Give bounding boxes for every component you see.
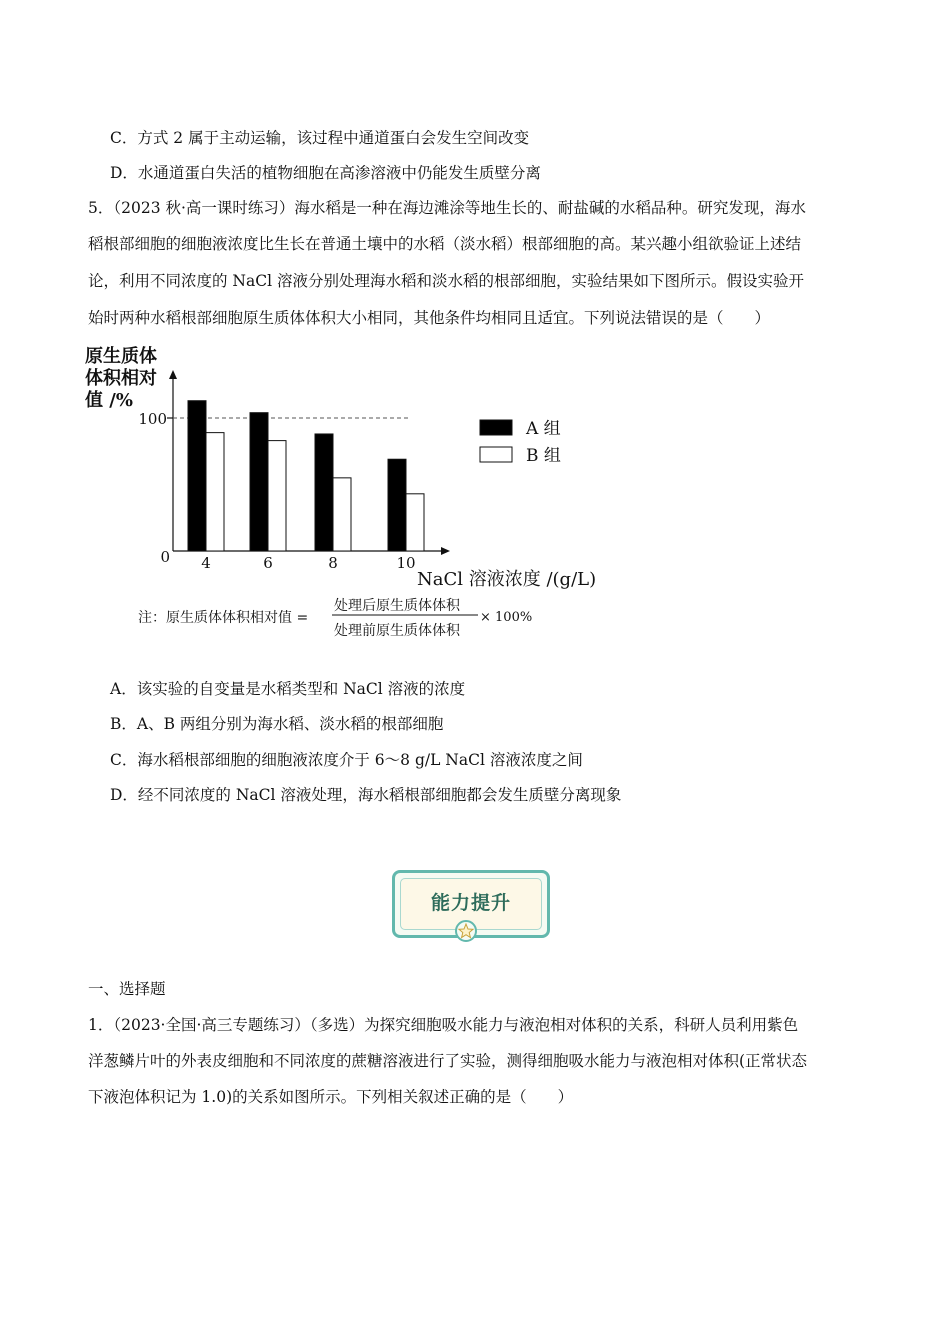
ability-badge bbox=[388, 866, 550, 944]
question-5-line-4: 始时两种水稻根部细胞原生质体体积大小相同，其他条件均相同且适宜。下列说法错误的是（ ） bbox=[88, 309, 771, 327]
note-numerator: 处理后原生质体体积 bbox=[334, 598, 460, 614]
bar-a-6 bbox=[250, 413, 268, 551]
legend-swatch bbox=[480, 447, 512, 462]
bar-b-6 bbox=[268, 441, 286, 551]
x-tick-label: 4 bbox=[201, 554, 211, 572]
option-b: B．A、B 两组分别为海水稻、淡水稻的根部细胞 bbox=[110, 715, 444, 733]
bar-a-4 bbox=[188, 401, 206, 551]
star-icon bbox=[452, 920, 480, 942]
x-tick-label: 10 bbox=[396, 554, 416, 572]
y-axis-label-line: 值 /% bbox=[85, 390, 133, 411]
y-axis-label bbox=[84, 345, 157, 411]
note-prefix: 注：原生质体体积相对值 = bbox=[138, 610, 309, 626]
x-axis-label: NaCl 溶液浓度 /(g/L) bbox=[417, 569, 597, 590]
legend-swatch bbox=[480, 420, 512, 435]
chart-bars bbox=[188, 401, 424, 551]
x-axis-arrow bbox=[441, 547, 450, 555]
option-a: A．该实验的自变量是水稻类型和 NaCl 溶液的浓度 bbox=[110, 680, 466, 698]
option-c-previous: C．方式 2 属于主动运输，该过程中通道蛋白会发生空间改变 bbox=[110, 129, 530, 147]
option-c: C．海水稻根部细胞的细胞液浓度介于 6～8 g/L NaCl 溶液浓度之间 bbox=[110, 751, 583, 769]
x-tick-label: 6 bbox=[263, 554, 273, 572]
y-tick-label: 0 bbox=[160, 548, 170, 566]
chart-note bbox=[138, 597, 532, 639]
y-axis-label-line: 原生质体 bbox=[85, 346, 157, 367]
question-1-line-3: 下液泡体积记为 1.0)的关系如图所示。下列相关叙述正确的是（ ） bbox=[88, 1088, 574, 1106]
question-5-line-3: 论，利用不同浓度的 NaCl 溶液分别处理海水稻和淡水稻的根部细胞，实验结果如下图所示。假设实验开 bbox=[88, 272, 804, 290]
question-5-line-1: 5．（2023 秋·高一课时练习）海水稻是一种在海边滩涂等地生长的、耐盐碱的水稻品种。研究发现，海水 bbox=[88, 199, 806, 217]
y-axis-label-line: 体积相对 bbox=[85, 368, 157, 389]
bar-a-8 bbox=[315, 434, 333, 551]
bar-chart bbox=[80, 340, 640, 640]
bar-b-4 bbox=[206, 433, 224, 551]
chart-legend bbox=[480, 419, 561, 466]
section-heading: 一、选择题 bbox=[88, 980, 166, 998]
x-tick-label: 8 bbox=[328, 554, 338, 572]
question-5-line-2: 稻根部细胞的细胞液浓度比生长在普通土壤中的水稻（淡水稻）根部细胞的高。某兴趣小组欲验证上述结 bbox=[88, 235, 802, 253]
legend-label: A 组 bbox=[526, 419, 561, 439]
note-suffix: × 100% bbox=[480, 610, 533, 625]
bar-a-10 bbox=[388, 459, 406, 551]
note-denominator: 处理前原生质体体积 bbox=[334, 623, 460, 639]
bar-b-8 bbox=[333, 478, 351, 551]
bar-b-10 bbox=[406, 494, 424, 551]
badge-label: 能力提升 bbox=[430, 892, 511, 914]
legend-label: B 组 bbox=[526, 446, 561, 466]
question-1-line-1: 1．（2023·全国·高三专题练习）（多选）为探究细胞吸水能力与液泡相对体积的关系，科研人员利用紫色 bbox=[88, 1016, 799, 1034]
y-tick-label: 100 bbox=[138, 410, 167, 428]
y-axis-arrow bbox=[169, 370, 177, 379]
question-1-line-2: 洋葱鳞片叶的外表皮细胞和不同浓度的蔗糖溶液进行了实验，测得细胞吸水能力与液泡相对体积(正常状态 bbox=[88, 1052, 808, 1070]
option-d-previous: D．水通道蛋白失活的植物细胞在高渗溶液中仍能发生质壁分离 bbox=[110, 164, 541, 182]
option-d: D．经不同浓度的 NaCl 溶液处理，海水稻根部细胞都会发生质壁分离现象 bbox=[110, 786, 622, 804]
